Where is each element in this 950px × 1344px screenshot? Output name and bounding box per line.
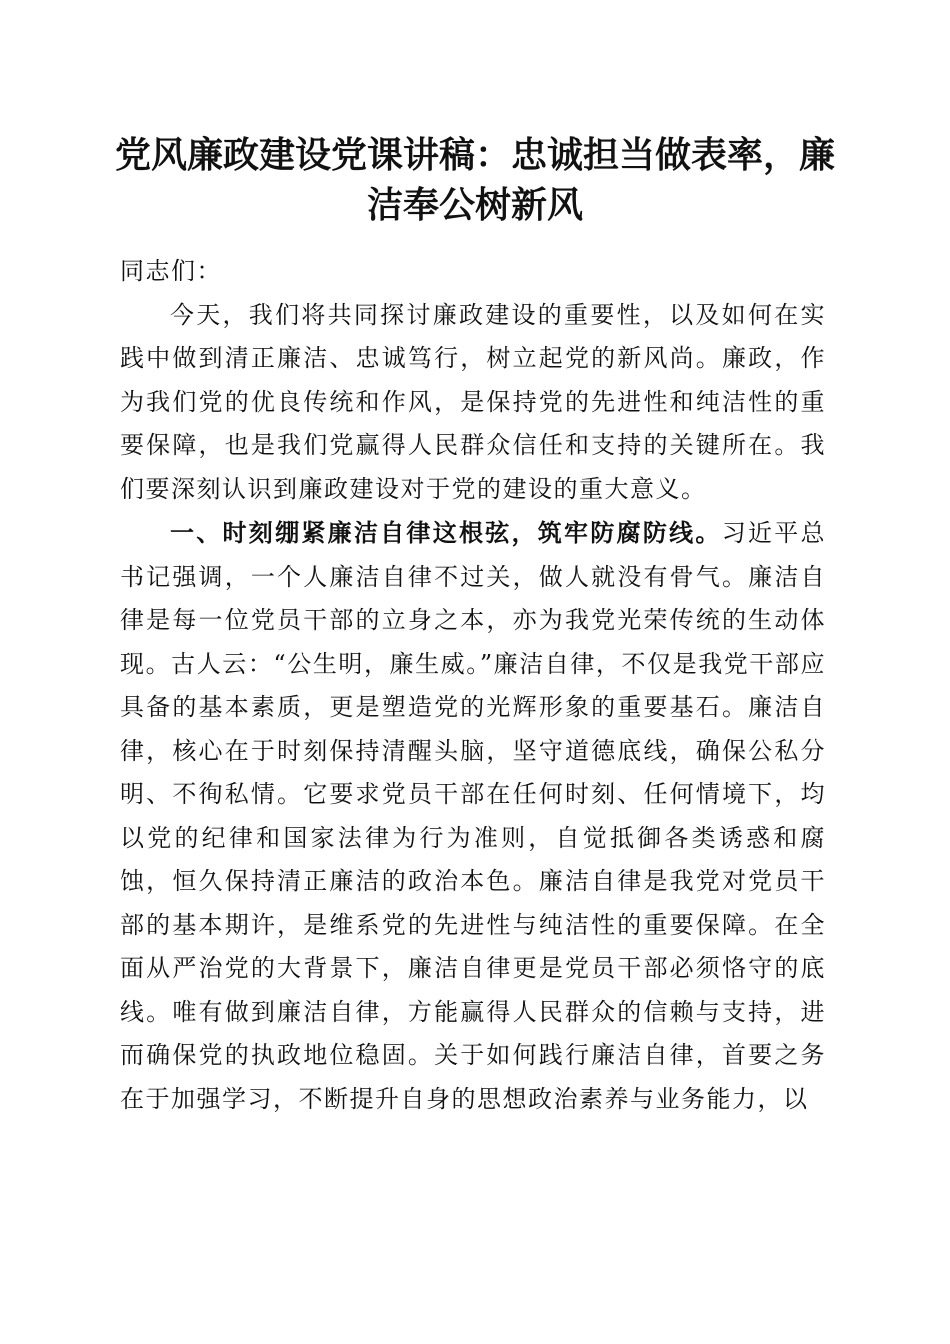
paragraph-intro: 今天，我们将共同探讨廉政建设的重要性，以及如何在实践中做到清正廉洁、忠诚笃行，树立起党的新风尚。廉政，作为我们党的优良传统和作风，是保持党的先进性和纯洁性的重要保障，也是我们党赢得人民群众信任和支持的关键所在。我们要深刻认识到廉政建设对于党的建设的重大意义。 bbox=[120, 300, 826, 503]
paragraph-section-1 bbox=[120, 511, 826, 1121]
section-1-body: 习近平总书记强调，一个人廉洁自律不过关，做人就没有骨气。廉洁自律是每一位党员干部的立身之本，亦为我党光荣传统的生动体现。古人云：“公生明，廉生威。”廉洁自律，不仅是我党干部应具备的基本素质，更是塑造党的光辉形象的重要基石。廉洁自律，核心在于时刻保持清醒头脑，坚守道德底线，确保公私分明、不徇私情。它要求党员干部在任何时刻、任何情境下，均以党的纪律和国家法律为行为准则，自觉抵御各类诱惑和腐蚀，恒久保持清正廉洁的政治本色。廉洁自律是我党对党员干部的基本期许，是维系党的先进性与纯洁性的重要保障。在全面从严治党的大背景下，廉洁自律更是党员干部必须恪守的底线。唯有做到廉洁自律，方能赢得人民群众的信赖与支持，进而确保党的执政地位稳固。关于如何践行廉洁自律，首要之务在于加强学习，不断提升自身的思想政治素养与业务能力，以 bbox=[120, 519, 826, 1113]
title-line-2: 洁奉公树新风 bbox=[366, 184, 583, 226]
greeting: 同志们： bbox=[120, 257, 222, 285]
section-1-heading: 一、时刻绷紧廉洁自律这根弦，筑牢防腐防线。 bbox=[170, 518, 722, 547]
document-body bbox=[120, 250, 826, 1121]
document-title bbox=[90, 130, 860, 230]
title-line-1: 党风廉政建设党课讲稿：忠诚担当做表率，廉 bbox=[114, 134, 835, 176]
